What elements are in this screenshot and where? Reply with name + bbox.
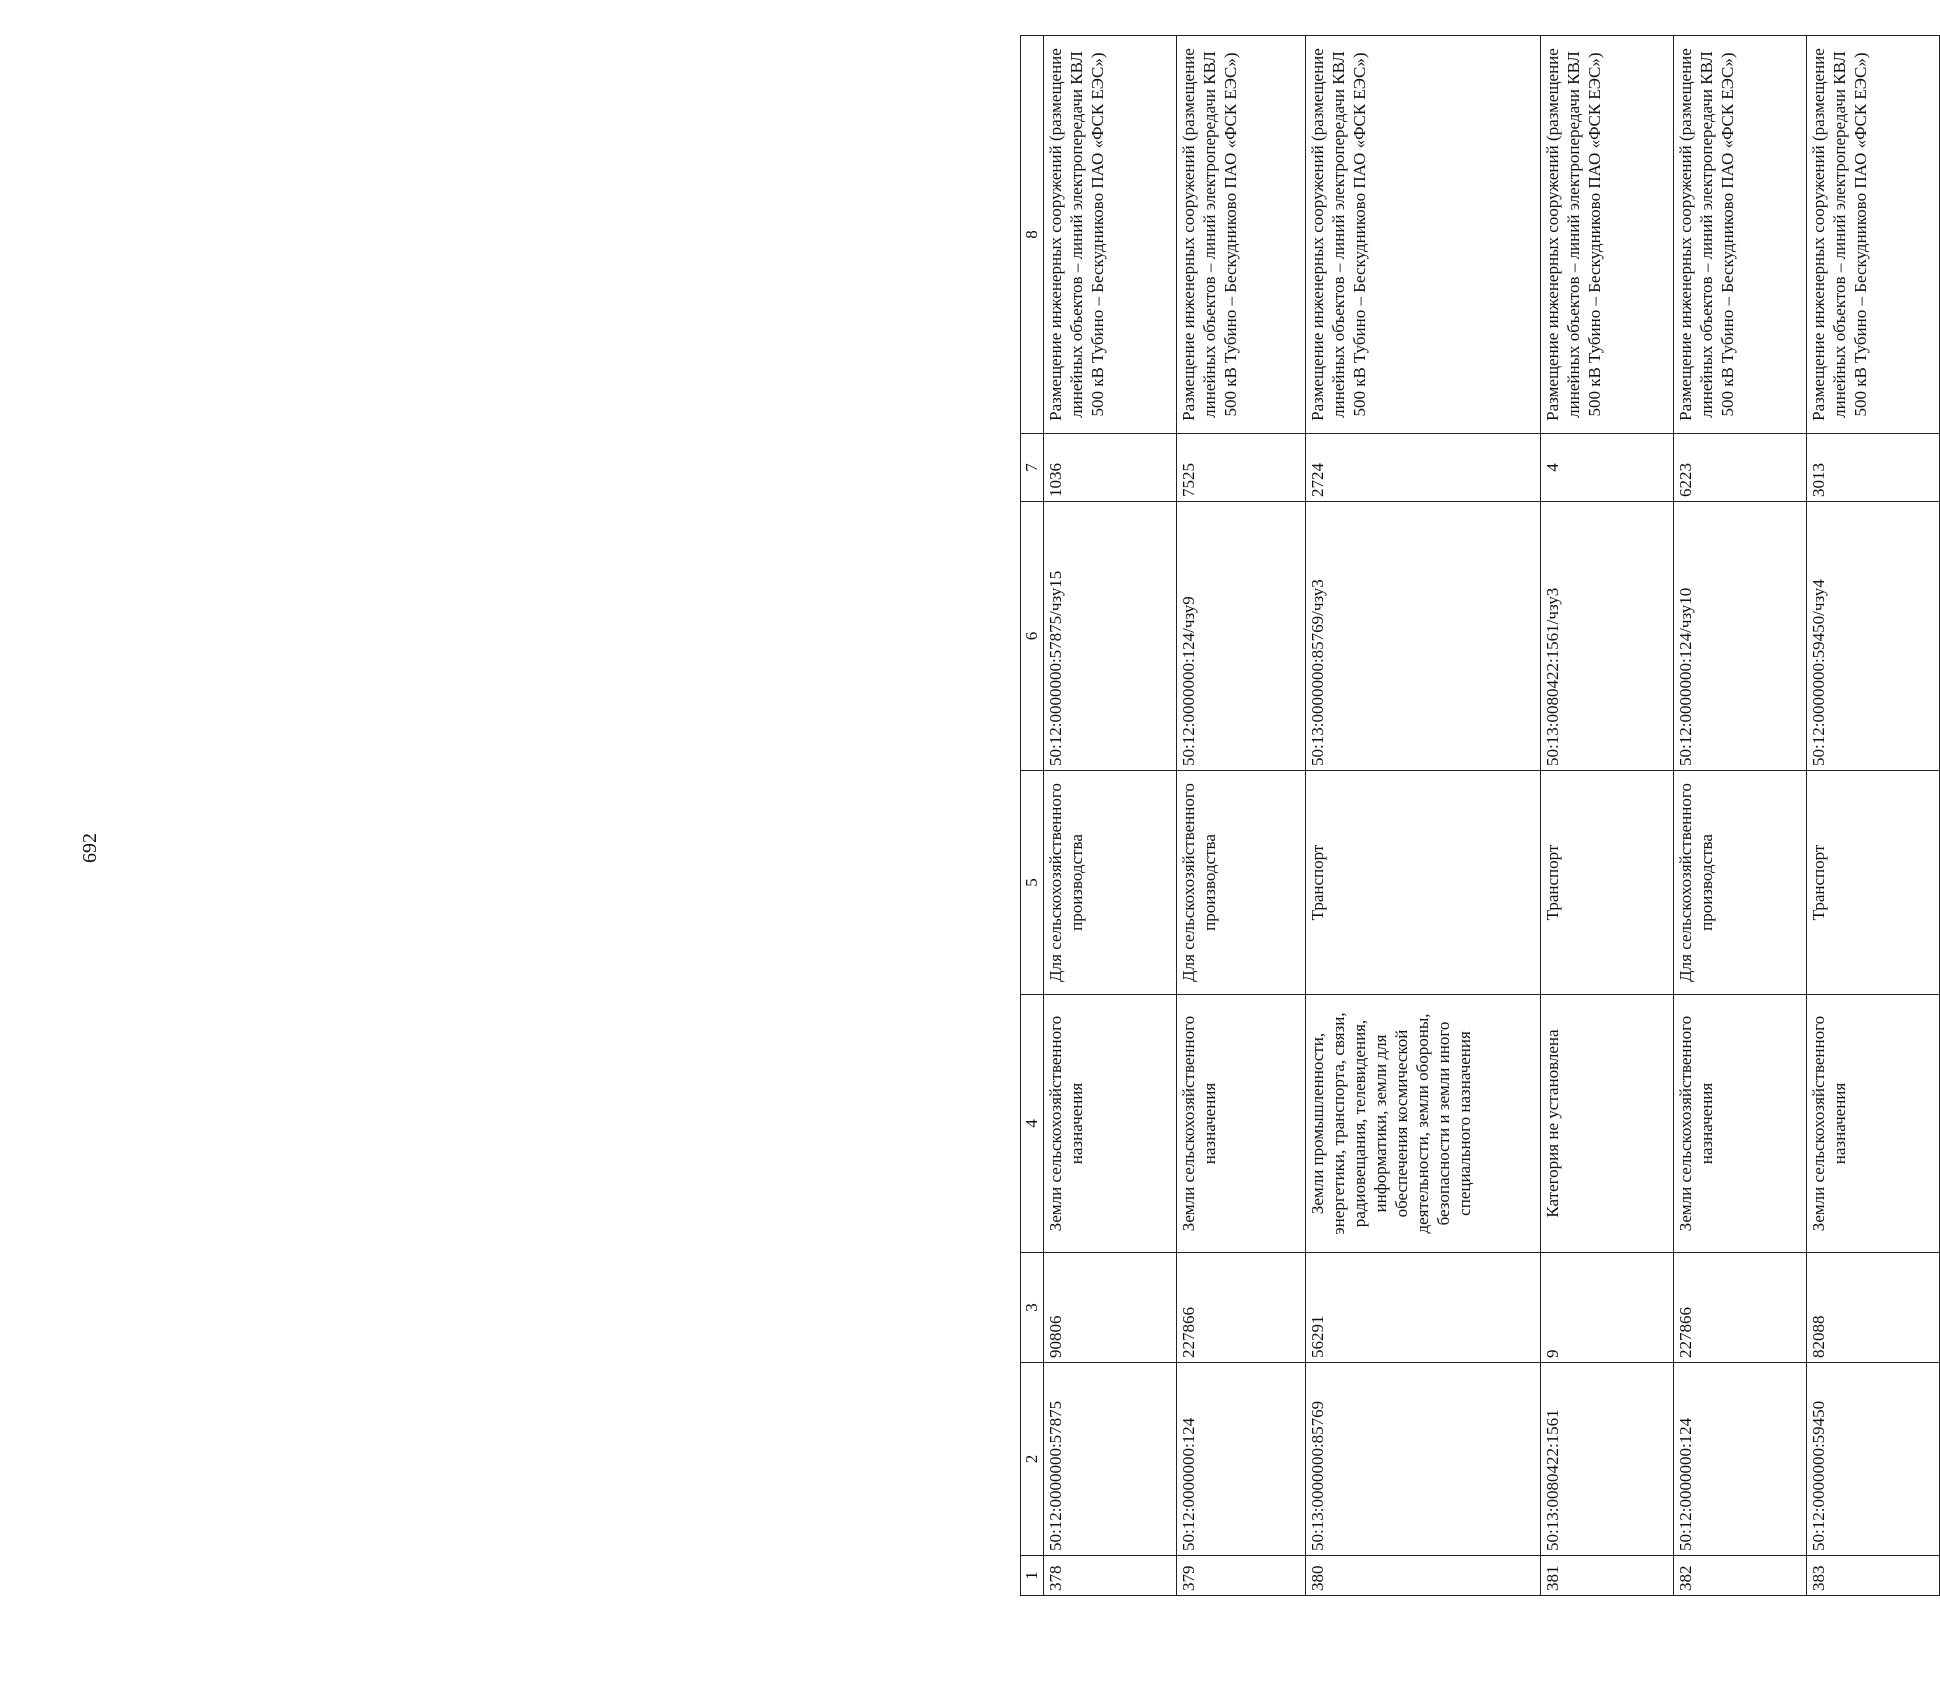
cadastral-number: 50:13:0000000:85769 xyxy=(1306,1363,1541,1556)
permitted-use: Для сельскохозяйственного производства xyxy=(1177,771,1306,995)
plot-area: 9 xyxy=(1540,1253,1673,1363)
cadastral-number: 50:12:0000000:57875 xyxy=(1044,1363,1177,1556)
row-number: 382 xyxy=(1673,1556,1806,1596)
part-area: 3013 xyxy=(1806,434,1939,502)
rotated-table-wrapper xyxy=(1020,36,1940,1596)
table-row xyxy=(1044,36,1177,1596)
row-number: 379 xyxy=(1177,1556,1306,1596)
plot-part-number: 50:12:0000000:59450/чзу4 xyxy=(1806,502,1939,771)
page-number: 692 xyxy=(79,833,101,863)
header-cell: 2 xyxy=(1021,1363,1044,1556)
permitted-use: Транспорт xyxy=(1540,771,1673,995)
land-category: Земли сельскохозяйственного назначения xyxy=(1177,995,1306,1253)
header-cell: 1 xyxy=(1021,1556,1044,1596)
purpose: Размещение инженерных сооружений (размещение линейных объектов – линий электропередачи КВЛ 500 кВ Тубино – Бескудниково ПАО «ФСК ЕЭС») xyxy=(1044,36,1177,434)
purpose: Размещение инженерных сооружений (размещение линейных объектов – линий электропередачи КВЛ 500 кВ Тубино – Бескудниково ПАО «ФСК ЕЭС») xyxy=(1177,36,1306,434)
header-cell: 7 xyxy=(1021,434,1044,502)
land-category: Категория не установлена xyxy=(1540,995,1673,1253)
purpose: Размещение инженерных сооружений (размещение линейных объектов – линий электропередачи КВЛ 500 кВ Тубино – Бескудниково ПАО «ФСК ЕЭС») xyxy=(1673,36,1806,434)
header-cell: 3 xyxy=(1021,1253,1044,1363)
plot-area: 82088 xyxy=(1806,1253,1939,1363)
plot-area: 227866 xyxy=(1177,1253,1306,1363)
land-category: Земли сельскохозяйственного назначения xyxy=(1806,995,1939,1253)
header-cell: 8 xyxy=(1021,36,1044,434)
part-area: 7525 xyxy=(1177,434,1306,502)
part-area: 6223 xyxy=(1673,434,1806,502)
row-number: 380 xyxy=(1306,1556,1541,1596)
header-cell: 6 xyxy=(1021,502,1044,771)
plot-part-number: 50:13:0000000:85769/чзу3 xyxy=(1306,502,1541,771)
table-row xyxy=(1177,36,1306,1596)
header-cell: 4 xyxy=(1021,995,1044,1253)
row-number: 378 xyxy=(1044,1556,1177,1596)
cadastral-number: 50:12:0000000:59450 xyxy=(1806,1363,1939,1556)
land-category: Земли сельскохозяйственного назначения xyxy=(1673,995,1806,1253)
part-area: 4 xyxy=(1540,434,1673,502)
permitted-use: Для сельскохозяйственного производства xyxy=(1044,771,1177,995)
plot-area: 90806 xyxy=(1044,1253,1177,1363)
cadastral-number: 50:12:0000000:124 xyxy=(1673,1363,1806,1556)
part-area: 1036 xyxy=(1044,434,1177,502)
purpose: Размещение инженерных сооружений (размещение линейных объектов – линий электропередачи КВЛ 500 кВ Тубино – Бескудниково ПАО «ФСК ЕЭС») xyxy=(1806,36,1939,434)
part-area: 2724 xyxy=(1306,434,1541,502)
table-row xyxy=(1806,36,1939,1596)
purpose: Размещение инженерных сооружений (размещение линейных объектов – линий электропередачи КВЛ 500 кВ Тубино – Бескудниково ПАО «ФСК ЕЭС») xyxy=(1306,36,1541,434)
plot-area: 56291 xyxy=(1306,1253,1541,1363)
plot-part-number: 50:12:0000000:124/чзу10 xyxy=(1673,502,1806,771)
row-number: 383 xyxy=(1806,1556,1939,1596)
land-plots-table xyxy=(1020,35,1940,1596)
land-category: Земли сельскохозяйственного назначения xyxy=(1044,995,1177,1253)
cadastral-number: 50:12:0000000:124 xyxy=(1177,1363,1306,1556)
table-row xyxy=(1673,36,1806,1596)
plot-part-number: 50:12:0000000:124/чзу9 xyxy=(1177,502,1306,771)
purpose: Размещение инженерных сооружений (размещение линейных объектов – линий электропередачи КВЛ 500 кВ Тубино – Бескудниково ПАО «ФСК ЕЭС») xyxy=(1540,36,1673,434)
table-row xyxy=(1306,36,1541,1596)
permitted-use: Транспорт xyxy=(1806,771,1939,995)
permitted-use: Для сельскохозяйственного производства xyxy=(1673,771,1806,995)
land-category: Земли промышленности, энергетики, транспорта, связи, радиовещания, телевидения, информатики, земли для обеспечения космической деятельности, земли обороны, безопасности и земли иного специального назначения xyxy=(1306,995,1541,1253)
row-number: 381 xyxy=(1540,1556,1673,1596)
permitted-use: Транспорт xyxy=(1306,771,1541,995)
plot-part-number: 50:12:0000000:57875/чзу15 xyxy=(1044,502,1177,771)
cadastral-number: 50:13:0080422:1561 xyxy=(1540,1363,1673,1556)
header-row xyxy=(1021,36,1044,1596)
header-cell: 5 xyxy=(1021,771,1044,995)
plot-area: 227866 xyxy=(1673,1253,1806,1363)
plot-part-number: 50:13:0080422:1561/чзу3 xyxy=(1540,502,1673,771)
table-row xyxy=(1540,36,1673,1596)
